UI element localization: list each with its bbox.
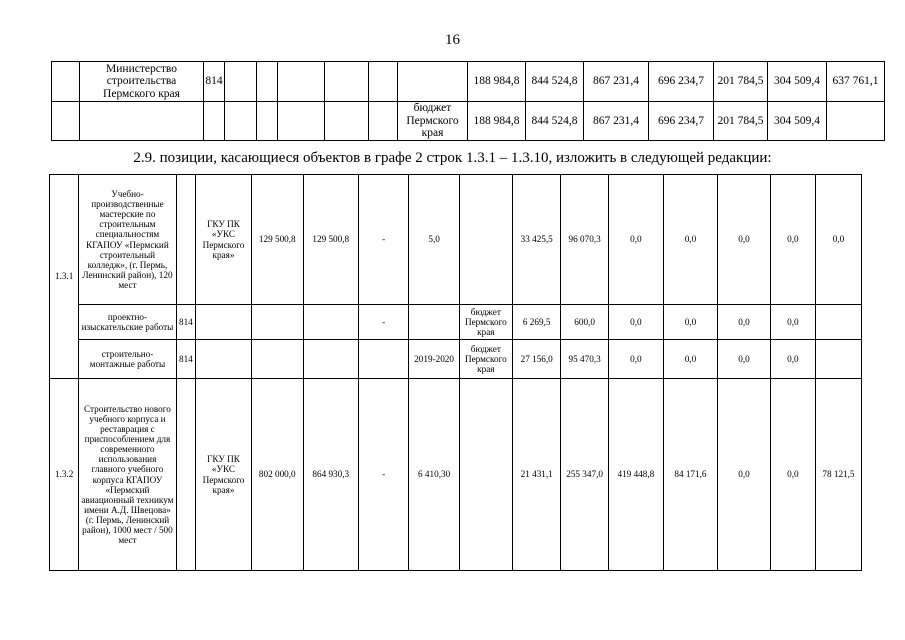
period-cell: 2019-2020	[409, 340, 459, 379]
table-cell	[278, 102, 325, 141]
table-cell	[303, 305, 358, 340]
table-cell: 5,0	[409, 175, 459, 305]
cost-cell: 864 930,3	[303, 379, 358, 571]
funding-source-cell: бюджет Пермского края	[398, 102, 468, 141]
value-cell: 696 234,7	[649, 62, 714, 102]
value-cell: 0,0	[771, 379, 815, 571]
value-cell: 0,0	[664, 305, 718, 340]
work-type-cell: проектно-изыскательские работы	[79, 305, 176, 340]
value-cell: 419 448,8	[608, 379, 663, 571]
value-cell: 95 470,3	[561, 340, 608, 379]
table-cell	[80, 102, 204, 141]
value-cell: 0,0	[608, 305, 663, 340]
value-cell: 0,0	[771, 175, 815, 305]
table-cell: -	[358, 305, 409, 340]
table-cell	[176, 379, 195, 571]
table-row	[50, 379, 905, 571]
table-cell	[257, 62, 278, 102]
value-cell: 0,0	[608, 340, 663, 379]
value-cell: 844 524,8	[526, 102, 584, 141]
value-cell: 867 231,4	[584, 102, 649, 141]
value-cell: 21 431,1	[512, 379, 561, 571]
value-cell: 844 524,8	[526, 62, 584, 102]
customer-cell: ГКУ ПК «УКС Пермского края»	[196, 175, 252, 305]
table-cell	[369, 102, 398, 141]
value-cell: 78 121,5	[815, 379, 862, 571]
table-cell	[815, 340, 862, 379]
value-cell: 304 509,4	[768, 62, 827, 102]
table-cell	[225, 102, 257, 141]
value-cell: 6 269,5	[512, 305, 561, 340]
table-cell	[176, 175, 195, 305]
value-cell: 867 231,4	[584, 62, 649, 102]
funding-source-cell: бюджет Пермского края	[459, 305, 512, 340]
value-cell: 0,0	[771, 340, 815, 379]
table-cell	[409, 305, 459, 340]
page-number: 16	[445, 32, 460, 48]
value-cell: 255 347,0	[561, 379, 608, 571]
table-cell	[459, 379, 512, 571]
code-cell: 814	[176, 340, 195, 379]
table-cell	[225, 62, 257, 102]
table-cell	[303, 340, 358, 379]
cost-cell: 802 000,0	[251, 379, 303, 571]
cost-cell: 129 500,8	[303, 175, 358, 305]
row-number-cell: 1.3.1	[50, 175, 79, 379]
value-cell: 0,0	[664, 340, 718, 379]
section-heading: 2.9. позиции, касающиеся объектов в графе 2 строк 1.3.1 – 1.3.10, изложить в следующей редакции:	[133, 150, 772, 166]
customer-cell: ГКУ ПК «УКС Пермского края»	[196, 379, 252, 571]
value-cell: 84 171,6	[664, 379, 718, 571]
value-cell: 0,0	[717, 175, 770, 305]
table-row	[52, 62, 885, 102]
budget-table-continuation	[51, 61, 885, 141]
value-cell: 188 984,8	[468, 62, 526, 102]
table-row	[52, 102, 885, 141]
table-cell	[52, 102, 80, 141]
table-cell: 6 410,30	[409, 379, 459, 571]
table-row	[50, 340, 905, 379]
objects-table	[49, 174, 905, 571]
funding-source-cell: бюджет Пермского края	[459, 340, 512, 379]
value-cell: 0,0	[717, 305, 770, 340]
table-cell	[369, 62, 398, 102]
value-cell: 0,0	[717, 379, 770, 571]
value-cell: 201 784,5	[714, 102, 768, 141]
value-cell: 696 234,7	[649, 102, 714, 141]
table-cell: -	[358, 379, 409, 571]
table-row	[50, 305, 905, 340]
object-name-cell: Учебно-производственные мастерские по строительным специальностям КГАПОУ «Пермский строительный колледж», (г. Пермь, Ленинский район), 120 мест	[79, 175, 176, 305]
value-cell: 600,0	[561, 305, 608, 340]
table-cell	[251, 305, 303, 340]
table-cell	[196, 305, 252, 340]
object-name-cell: Строительство нового учебного корпуса и реставрация с приспособлением для современного использования главного учебного корпуса КГАПОУ «Пермский авиационный техникум имени А.Д. Швецова» (г. Пермь, Ленинский район), 1000 мест / 500 мест	[79, 379, 176, 571]
value-cell: 96 070,3	[561, 175, 608, 305]
value-cell: 0,0	[771, 305, 815, 340]
value-cell: 0,0	[815, 175, 862, 305]
table-cell	[204, 102, 225, 141]
value-cell: 33 425,5	[512, 175, 561, 305]
table-cell	[251, 340, 303, 379]
value-cell: 637 761,1	[827, 62, 885, 102]
table-cell: -	[358, 175, 409, 305]
table-cell	[278, 62, 325, 102]
value-cell: 0,0	[717, 340, 770, 379]
table-cell	[196, 340, 252, 379]
value-cell: 304 509,4	[768, 102, 827, 141]
table-cell	[459, 175, 512, 305]
table-cell	[398, 62, 468, 102]
value-cell	[827, 102, 885, 141]
organization-name-cell: Министерство строительства Пермского края	[80, 62, 204, 102]
table-row	[50, 175, 905, 305]
table-cell	[815, 305, 862, 340]
row-number-cell: 1.3.2	[50, 379, 79, 571]
table-cell	[325, 62, 369, 102]
table-cell	[52, 62, 80, 102]
code-cell: 814	[204, 62, 225, 102]
value-cell: 201 784,5	[714, 62, 768, 102]
table-cell	[325, 102, 369, 141]
table-cell	[257, 102, 278, 141]
value-cell: 0,0	[664, 175, 718, 305]
work-type-cell: строительно-монтажные работы	[79, 340, 176, 379]
value-cell: 188 984,8	[468, 102, 526, 141]
cost-cell: 129 500,8	[251, 175, 303, 305]
code-cell: 814	[176, 305, 195, 340]
value-cell: 0,0	[608, 175, 663, 305]
table-cell	[358, 340, 409, 379]
value-cell: 27 156,0	[512, 340, 561, 379]
